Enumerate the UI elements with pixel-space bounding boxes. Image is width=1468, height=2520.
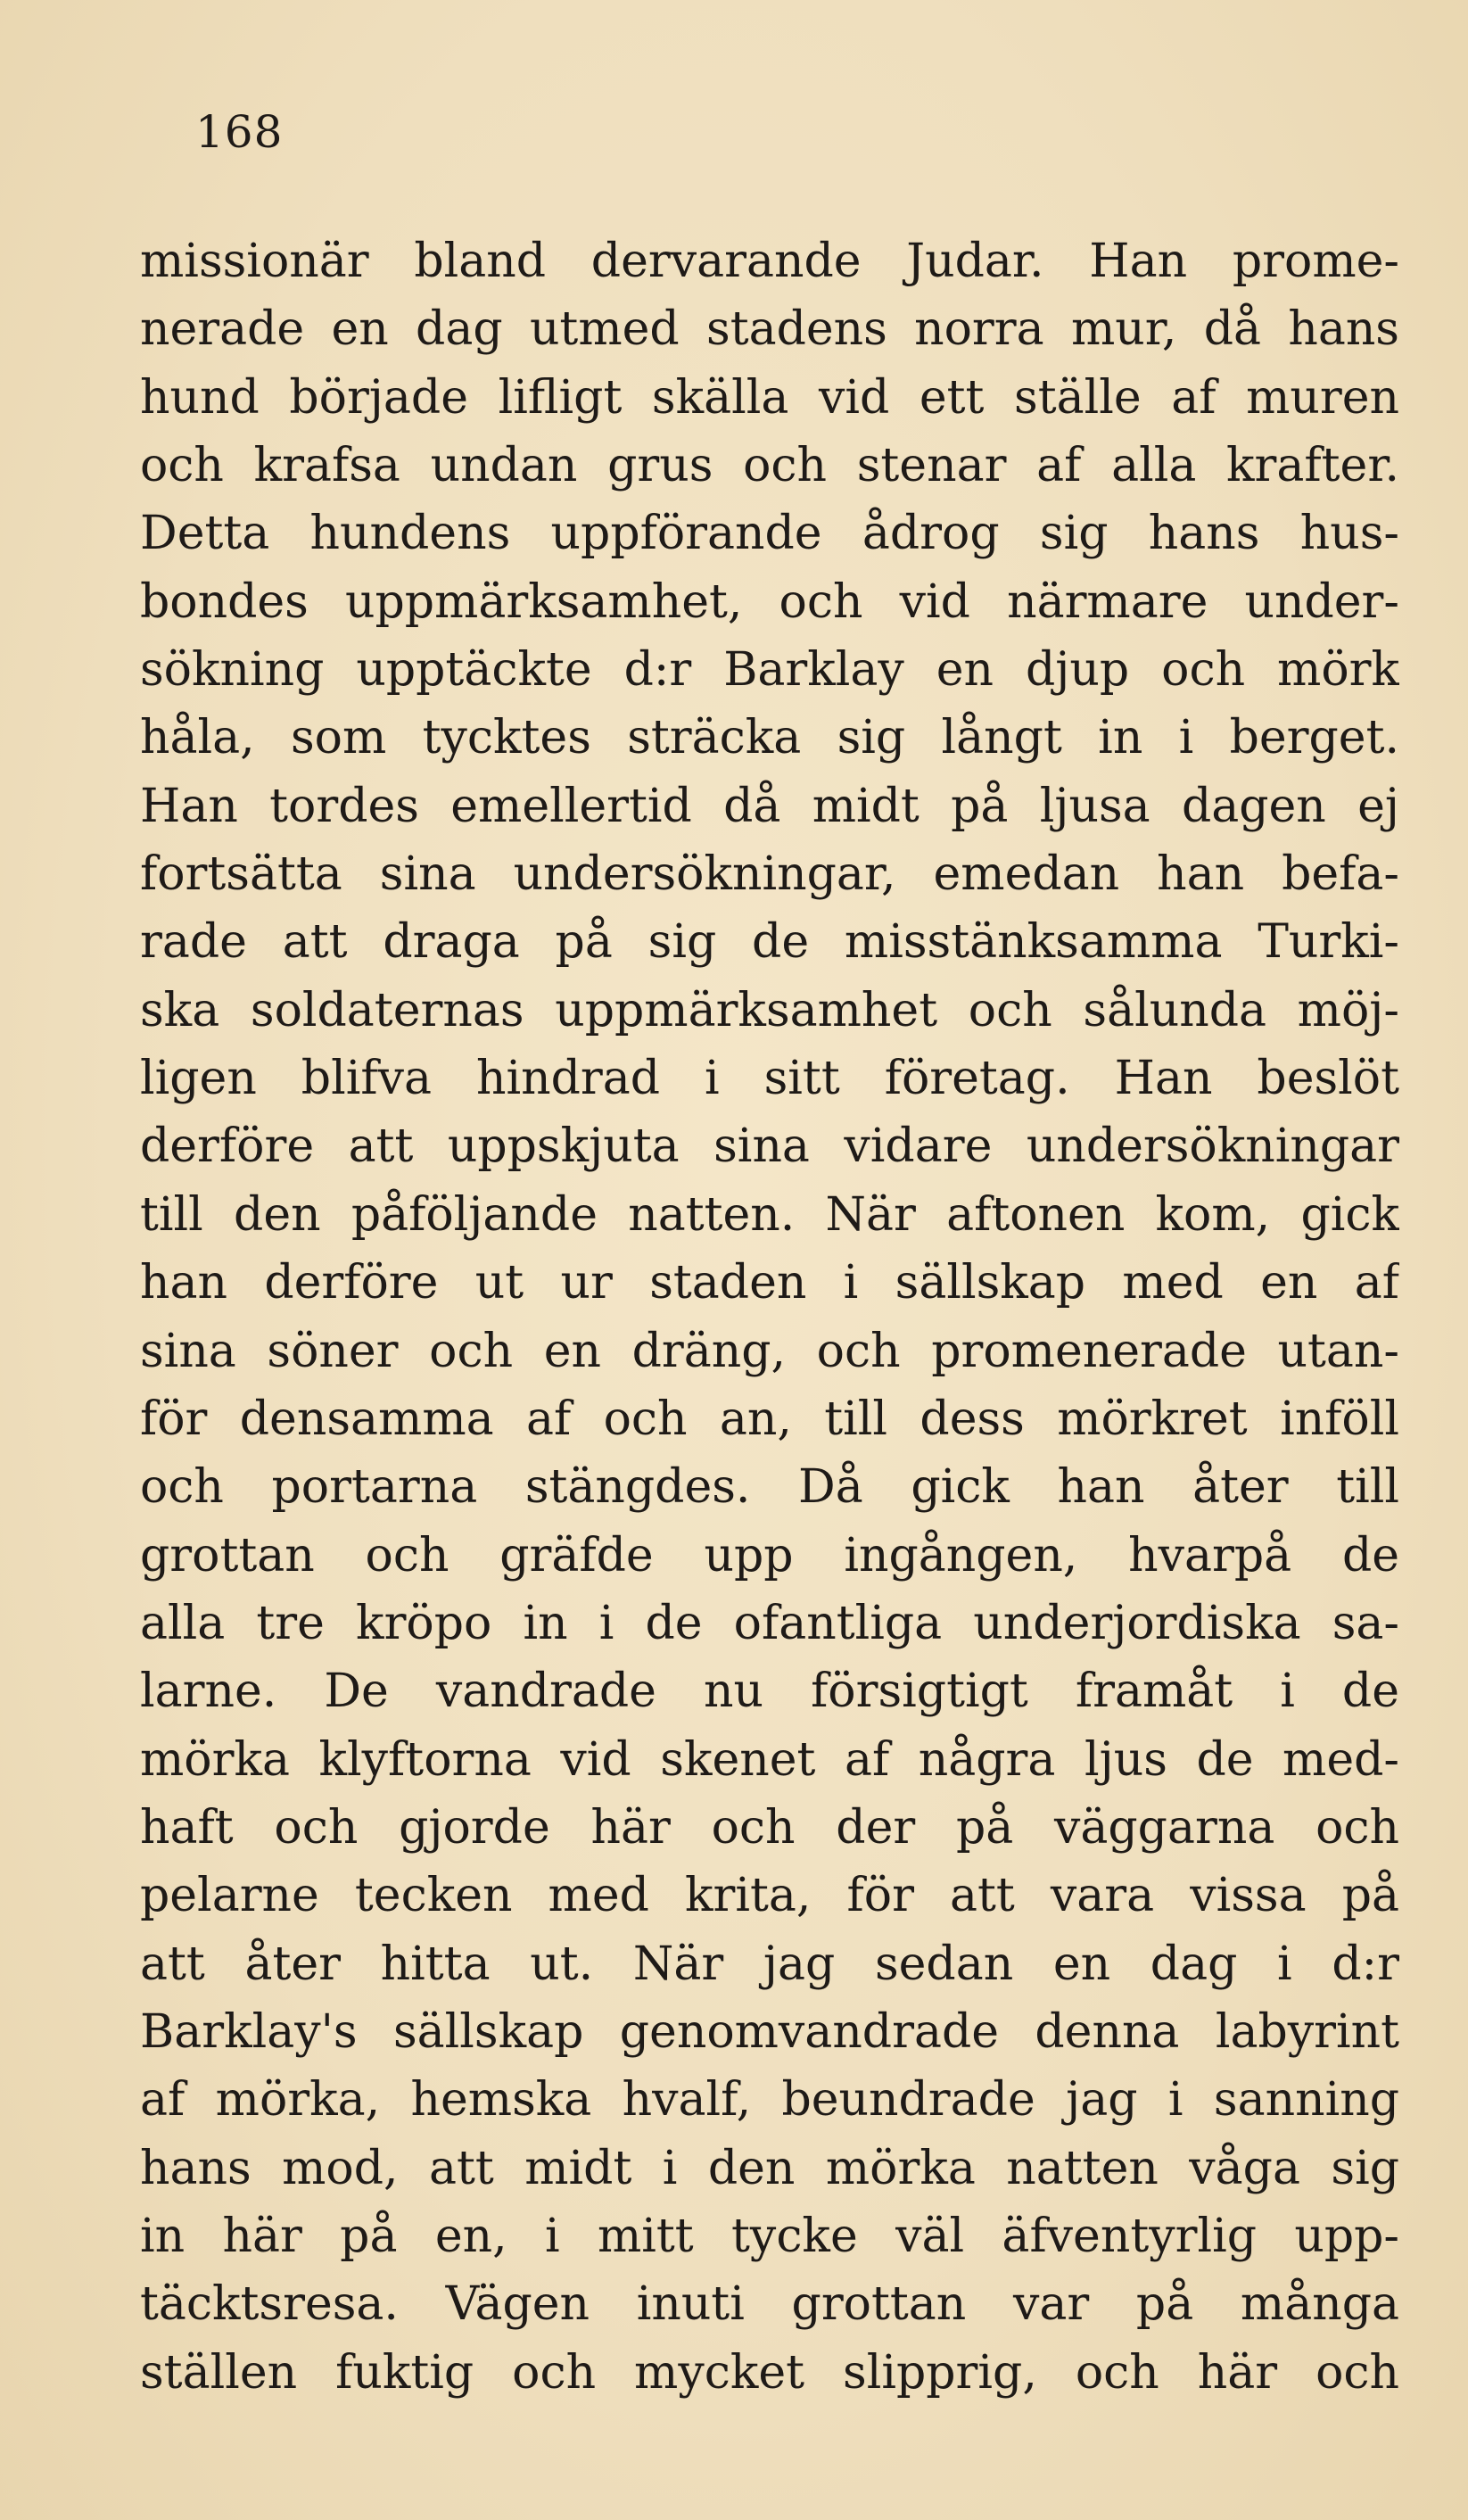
text-line: håla, som tycktes sträcka sig långt in i berget. xyxy=(140,711,1399,765)
text-line: alla tre kröpo in i de ofantliga underjordiska sa- xyxy=(140,1596,1399,1650)
text-line: och portarna stängdes. Då gick han åter till xyxy=(140,1460,1399,1515)
body-text xyxy=(140,227,1399,2407)
text-line: och krafsa undan grus och stenar af alla krafter. xyxy=(140,439,1399,493)
text-line: in här på en, i mitt tycke väl äfventyrlig upp- xyxy=(140,2209,1399,2263)
text-line: derföre att uppskjuta sina vidare undersökningar xyxy=(140,1120,1399,1174)
text-line: nerade en dag utmed stadens norra mur, då hans xyxy=(140,302,1399,357)
text-line: haft och gjorde här och der på väggarna och xyxy=(140,1800,1399,1855)
text-line: af mörka, hemska hvalf, beundrade jag i sanning xyxy=(140,2073,1399,2128)
text-line: sina söner och en dräng, och promenerade utan- xyxy=(140,1324,1399,1378)
text-line: hund började lifligt skälla vid ett ställe af muren xyxy=(140,370,1399,425)
text-line: Han tordes emellertid då midt på ljusa dagen ej xyxy=(140,779,1399,833)
text-line: täcktsresa. Vägen inuti grottan var på många xyxy=(140,2277,1399,2332)
text-line: larne. De vandrade nu försigtigt framåt i de xyxy=(140,1665,1399,1719)
text-line: pelarne tecken med krita, för att vara vissa på xyxy=(140,1869,1399,1923)
text-line: rade att draga på sig de misstänksamma Turki- xyxy=(140,915,1399,970)
text-line: hans mod, att midt i den mörka natten våga sig xyxy=(140,2141,1399,2195)
text-line: missionär bland dervarande Judar. Han prome- xyxy=(140,235,1399,288)
text-line: för densamma af och an, till dess mörkret inföll xyxy=(140,1392,1399,1446)
page-number: 168 xyxy=(195,106,284,158)
text-line: att åter hitta ut. När jag sedan en dag i d:r xyxy=(140,1937,1399,1991)
text-line: Barklay's sällskap genomvandrade denna labyrint xyxy=(140,2004,1399,2059)
text-line: ska soldaternas uppmärksamhet och sålunda möj- xyxy=(140,983,1399,1037)
text-line: han derföre ut ur staden i sällskap med en af xyxy=(140,1256,1399,1310)
text-line: grottan och gräfde upp ingången, hvarpå de xyxy=(140,1528,1399,1582)
text-line: Detta hundens uppförande ådrog sig hans hus- xyxy=(140,507,1399,561)
text-line: ställen fuktig och mycket slipprig, och här och xyxy=(140,2345,1399,2400)
text-line: till den påföljande natten. När aftonen kom, gick xyxy=(140,1187,1399,1242)
text-line: bondes uppmärksamhet, och vid närmare under- xyxy=(140,574,1399,629)
text-line: sökning upptäckte d:r Barklay en djup och mörk xyxy=(140,643,1399,698)
text-line: fortsätta sina undersökningar, emedan han befa- xyxy=(140,847,1399,902)
text-line: mörka klyftorna vid skenet af några ljus de med- xyxy=(140,1732,1399,1787)
text-line: ligen blifva hindrad i sitt företag. Han beslöt xyxy=(140,1052,1399,1106)
